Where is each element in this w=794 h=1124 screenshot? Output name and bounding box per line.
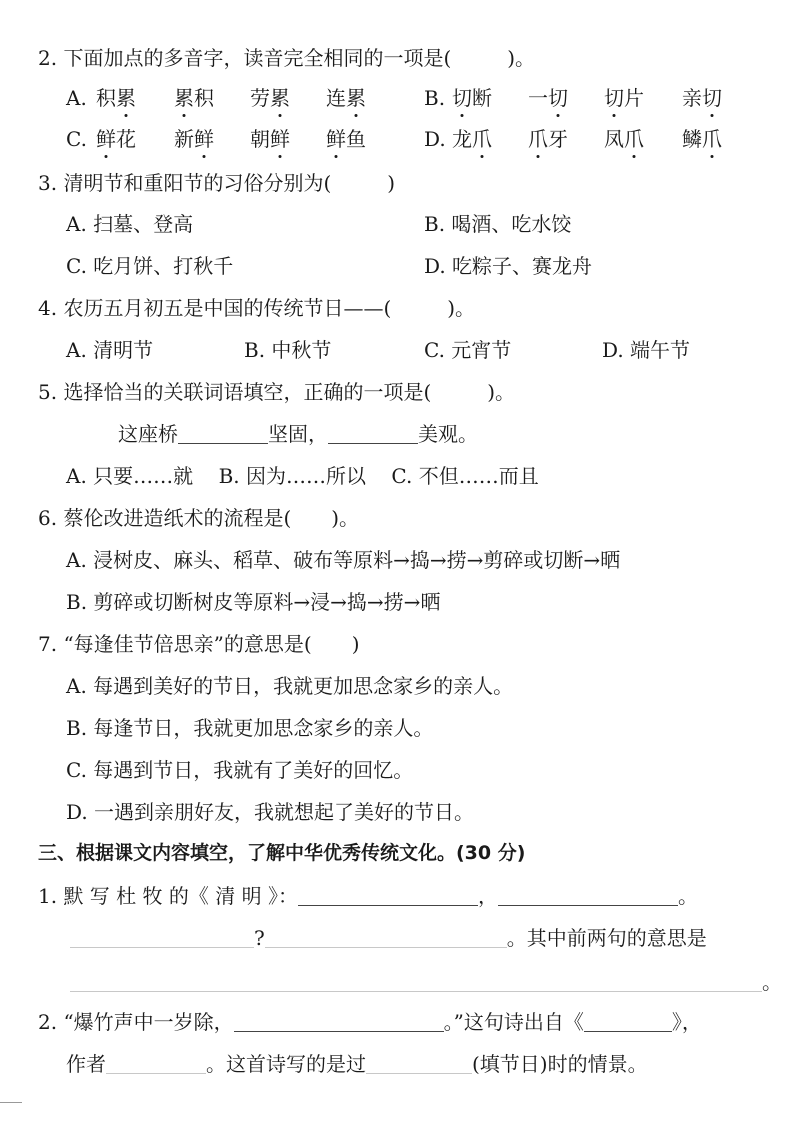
s3-q1-line-1: 1. 默 写 杜 牧 的《 清 明 》： ， 。	[38, 884, 698, 908]
q4-option-b: B. 中秋节	[244, 338, 332, 362]
q2-d-word-3: 凤爪	[604, 127, 644, 151]
q6-option-b: B. 剪碎或切断树皮等原料→浸→捣→捞→晒	[66, 590, 441, 614]
q2-c-word-3: 朝鲜	[250, 127, 290, 151]
q2-d-word-2: 爪牙	[528, 127, 568, 151]
q2-d-word-4: 鳞爪	[682, 127, 722, 151]
q2-c-word-4: 鲜鱼	[326, 127, 366, 151]
q6-stem: 6. 蔡伦改进造纸术的流程是( )。	[38, 506, 360, 530]
q4-option-a: A. 清明节	[66, 338, 154, 362]
q3-option-a: A. 扫墓、登高	[66, 212, 194, 236]
q2-stem: 2. 下面加点的多音字，读音完全相同的一项是( )。	[38, 46, 536, 70]
q4-option-c: C. 元宵节	[424, 338, 512, 362]
answer-blank[interactable]	[312, 636, 352, 654]
q2-option-c: C.	[66, 127, 87, 151]
q2-a-word-4: 连累	[326, 86, 366, 110]
q3-option-d: D. 吃粽子、赛龙舟	[424, 254, 593, 278]
answer-blank[interactable]	[391, 300, 447, 318]
q2-c-word-2: 新鲜	[174, 127, 214, 151]
q2-option-b: B.	[424, 86, 446, 110]
fill-blank[interactable]	[234, 1013, 444, 1032]
page-edge-mark	[0, 1102, 22, 1103]
fill-blank[interactable]	[298, 887, 478, 906]
fill-blank[interactable]	[70, 973, 762, 992]
q5-sentence: 这座桥 坚固， 美观。	[118, 422, 478, 446]
answer-blank[interactable]	[431, 384, 487, 402]
q3-option-b: B. 喝酒、吃水饺	[424, 212, 572, 236]
q7-option-a: A. 每遇到美好的节日，我就更加思念家乡的亲人。	[66, 674, 514, 698]
fill-blank[interactable]	[70, 929, 254, 948]
answer-blank[interactable]	[331, 175, 387, 193]
q3-stem: 3. 清明节和重阳节的习俗分别为( )	[38, 171, 396, 195]
q2-a-word-1: 积累	[96, 86, 136, 110]
q2-b-word-3: 切片	[604, 86, 644, 110]
q2-d-word-1: 龙爪	[452, 127, 492, 151]
q7-option-d: D. 一遇到亲朋好友，我就想起了美好的节日。	[66, 800, 475, 824]
q2-option-a: A.	[66, 86, 87, 110]
q6-option-a: A. 浸树皮、麻头、稻草、破布等原料→捣→捞→剪碎或切断→晒	[66, 548, 621, 572]
s3-q2-line-2: 作者 。这首诗写的是过 (填节日)时的情景。	[66, 1052, 648, 1076]
q2-a-word-3: 劳累	[250, 86, 290, 110]
q3-option-c: C. 吃月饼、打秋千	[66, 254, 234, 278]
answer-blank[interactable]	[451, 50, 507, 68]
s3-q1-line-2: ? 。其中前两句的意思是	[70, 928, 707, 948]
q5-stem: 5. 选择恰当的关联词语填空，正确的一项是( )。	[38, 380, 516, 404]
fill-blank[interactable]	[498, 887, 678, 906]
answer-blank[interactable]	[291, 510, 331, 528]
q5-options: A. 只要……就 B. 因为……所以 C. 不但……而且	[66, 464, 539, 488]
q7-option-c: C. 每遇到节日，我就有了美好的回忆。	[66, 758, 414, 782]
fill-blank[interactable]	[584, 1013, 672, 1032]
q7-option-b: B. 每逢节日，我就更加思念家乡的亲人。	[66, 716, 434, 740]
fill-blank[interactable]	[328, 425, 418, 444]
q4-option-d: D. 端午节	[602, 338, 691, 362]
q2-b-word-2: 一切	[528, 86, 568, 110]
q2-c-word-1: 鲜花	[96, 127, 136, 151]
q7-stem: 7. “每逢佳节倍思亲”的意思是( )	[38, 632, 360, 656]
fill-blank[interactable]	[265, 929, 507, 948]
q2-a-word-2: 累积	[174, 86, 214, 110]
fill-blank[interactable]	[366, 1055, 472, 1074]
q4-stem: 4. 农历五月初五是中国的传统节日——( )。	[38, 296, 476, 320]
s3-q1-line-3: 。	[70, 972, 782, 992]
q2-b-word-1: 切断	[452, 86, 492, 110]
section-3-title: 三、根据课文内容填空，了解中华优秀传统文化。(30 分)	[38, 842, 526, 864]
fill-blank[interactable]	[106, 1055, 206, 1074]
fill-blank[interactable]	[178, 425, 268, 444]
q2-b-word-4: 亲切	[682, 86, 722, 110]
s3-q2-line-1: 2. “爆竹声中一岁除， 。”这句诗出自《 》，	[38, 1010, 702, 1034]
q2-option-d: D.	[424, 127, 446, 151]
